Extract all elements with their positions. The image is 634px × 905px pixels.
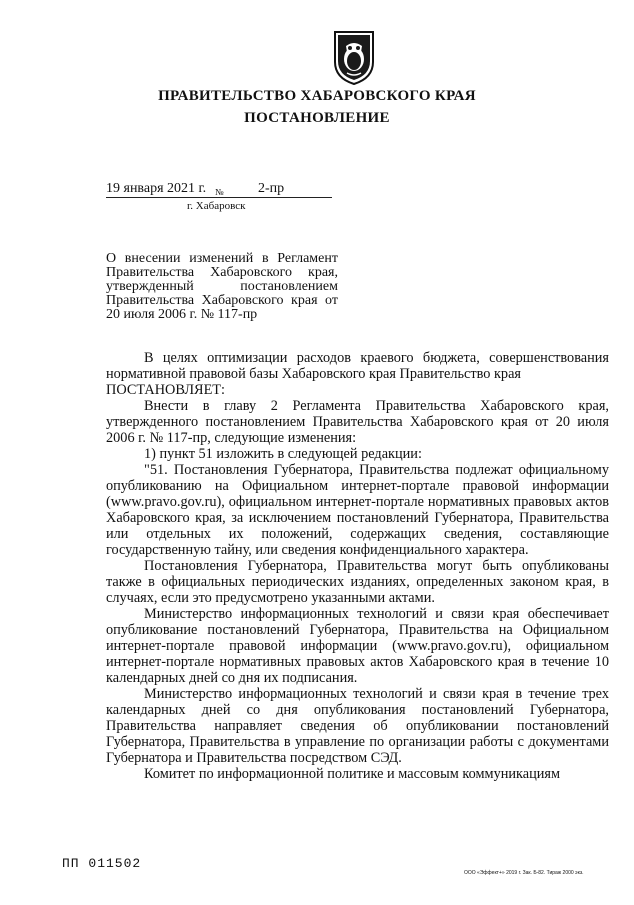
body-paragraph: ПОСТАНОВЛЯЕТ: bbox=[106, 382, 226, 398]
date-number-underline bbox=[106, 197, 332, 198]
body-paragraph: Постановления Губернатора, Правительства могут быть опубликованы также в официальных периодических изданиях, определенных законом края, в случаях, если это предусмотрено указанными актами. bbox=[106, 558, 609, 606]
document-subject: О внесении изменений в Регламент Правительства Хабаровского края, утвержденный постановлением Правительства Хабаровского края от 20 июля 2006 г. № 117-пр bbox=[106, 251, 338, 322]
body-paragraph: Министерство информационных технологий и связи края обеспечивает опубликование постановлений Губернатора, Правительства на Официальном интернет-портале правовой информации (www.pravo.gov.ru), официальном интернет-портале нормативных правовых актов Хабаровского края в течение 10 календарных дней со дня их подписания. bbox=[106, 606, 609, 686]
body-paragraph: 1) пункт 51 изложить в следующей редакции: bbox=[144, 446, 422, 462]
document-type-title: ПОСТАНОВЛЕНИЕ bbox=[244, 110, 390, 126]
document-city: г. Хабаровск bbox=[187, 200, 246, 212]
document-number: 2-пр bbox=[258, 181, 285, 196]
body-paragraph: "51. Постановления Губернатора, Правительства подлежат официальному опубликованию на Официальном интернет-портале правовой информации (www.pravo.gov.ru), официальном интернет-портале нормативных правовых актов Хабаровского края, за исключением постановлений Губернатора, Правительства или отдельных их положений, содержащих сведения, составляющие государственную тайну, или сведения конфиденциального характера. bbox=[106, 462, 609, 558]
document-date: 19 января 2021 г. bbox=[106, 181, 207, 196]
body-paragraph: Комитет по информационной политике и массовым коммуникациям bbox=[144, 766, 561, 782]
coat-of-arms-emblem bbox=[331, 28, 377, 86]
government-title: ПРАВИТЕЛЬСТВО ХАБАРОВСКОГО КРАЯ bbox=[158, 88, 476, 104]
body-paragraph: Министерство информационных технологий и связи края в течение трех календарных дней со дня опубликования постановлений Губернатора, Правительства направляет сведения об опубликовании постановлений Губернатора, Правительства в управление по организации работы с документами Губернатора и Правительства посредством СЭД. bbox=[106, 686, 609, 766]
document-body bbox=[106, 350, 609, 782]
number-label: № bbox=[215, 187, 224, 197]
body-paragraph: Внести в главу 2 Регламента Правительства Хабаровского края, утвержденного постановлением Правительства Хабаровского края от 20 июля 2006 г. № 117-пр, следующие изменения: bbox=[106, 398, 609, 446]
form-serial-number: ПП 011502 bbox=[62, 856, 142, 871]
body-paragraph: В целях оптимизации расходов краевого бюджета, совершенствования нормативной правовой базы Хабаровского края Правительство края bbox=[106, 350, 609, 382]
printer-imprint: ООО «Эффект+» 2019 г. Зак. Б-82. Тираж 2000 экз. bbox=[464, 870, 584, 876]
